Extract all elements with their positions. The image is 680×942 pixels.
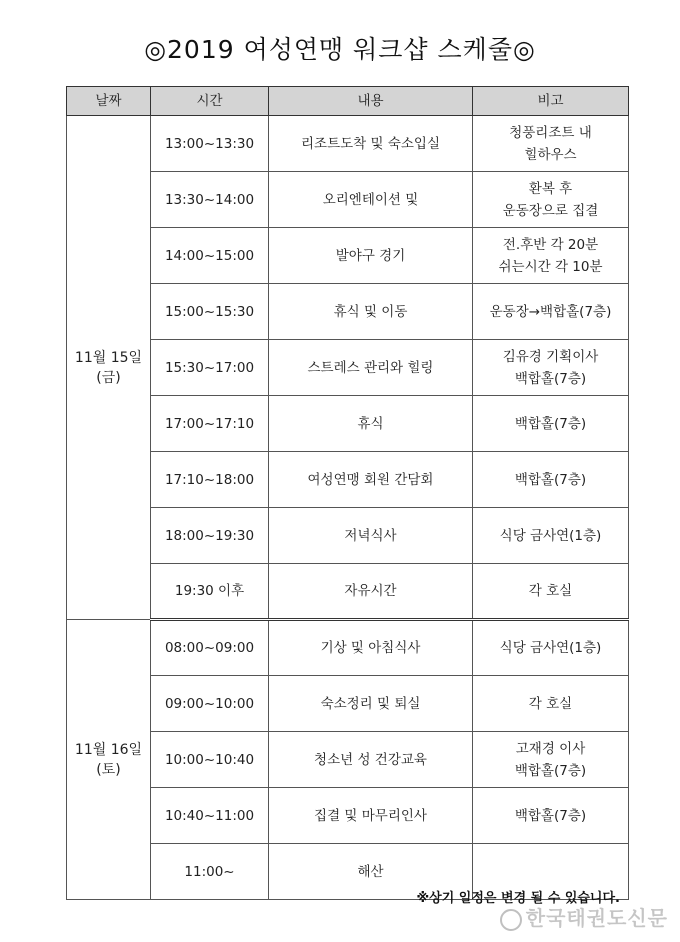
content-cell: 오리엔테이션 및 bbox=[269, 172, 473, 228]
header-note: 비고 bbox=[473, 87, 629, 116]
time-cell: 10:40~11:00 bbox=[151, 788, 269, 844]
note-line: 백합홀(7층) bbox=[514, 370, 587, 387]
header-content: 내용 bbox=[269, 87, 473, 116]
note-line: 백합홀(7층) bbox=[514, 762, 587, 779]
note-line: 백합홀(7층) bbox=[514, 415, 587, 432]
watermark-text: 한국태권도신문 bbox=[525, 906, 668, 930]
date-label: 11월 15일 bbox=[74, 349, 143, 366]
weekday-label: (금) bbox=[96, 369, 121, 386]
date-cell bbox=[67, 620, 151, 900]
content-cell: 휴식 및 이동 bbox=[269, 284, 473, 340]
date-cell bbox=[67, 116, 151, 620]
footnote: ※상기 일정은 변경 될 수 있습니다. bbox=[416, 891, 620, 906]
header-time: 시간 bbox=[151, 87, 269, 116]
table-row bbox=[67, 508, 629, 564]
content-cell: 청소년 성 건강교육 bbox=[269, 732, 473, 788]
page-title: ◎2019 여성연맹 워크샵 스케줄◎ bbox=[144, 35, 536, 64]
table-row bbox=[67, 676, 629, 732]
date-label: 11월 16일 bbox=[74, 741, 143, 758]
watermark bbox=[500, 902, 668, 931]
note-line: 식당 금사연(1층) bbox=[499, 640, 602, 656]
note-line: 쉬는시간 각 10분 bbox=[498, 258, 603, 275]
table-row bbox=[67, 284, 629, 340]
table-row bbox=[67, 340, 629, 396]
note-cell bbox=[473, 788, 629, 844]
note-line: 각 호실 bbox=[528, 695, 573, 712]
note-cell bbox=[473, 172, 629, 228]
note-line: 백합홀(7층) bbox=[514, 471, 587, 488]
content-cell: 여성연맹 회원 간담회 bbox=[269, 452, 473, 508]
note-cell bbox=[473, 732, 629, 788]
content-cell: 해산 bbox=[269, 844, 473, 900]
note-cell bbox=[473, 564, 629, 620]
time-cell: 19:30 이후 bbox=[151, 564, 269, 620]
note-cell bbox=[473, 284, 629, 340]
note-line: 운동장으로 집결 bbox=[502, 202, 599, 219]
note-cell bbox=[473, 340, 629, 396]
note-line: 김유경 기획이사 bbox=[502, 348, 599, 365]
note-cell bbox=[473, 620, 629, 676]
content-cell: 숙소정리 및 퇴실 bbox=[269, 676, 473, 732]
note-cell bbox=[473, 508, 629, 564]
table-row bbox=[67, 172, 629, 228]
time-cell: 18:00~19:30 bbox=[151, 508, 269, 564]
time-cell: 09:00~10:00 bbox=[151, 676, 269, 732]
note-line: 각 호실 bbox=[528, 583, 573, 599]
content-cell: 집결 및 마무리인사 bbox=[269, 788, 473, 844]
time-cell: 10:00~10:40 bbox=[151, 732, 269, 788]
time-cell: 11:00~ bbox=[151, 844, 269, 900]
note-line: 청풍리조트 내 bbox=[509, 124, 592, 141]
note-cell bbox=[473, 676, 629, 732]
content-cell: 저녁식사 bbox=[269, 508, 473, 564]
header-date: 날짜 bbox=[67, 87, 151, 116]
table-row bbox=[67, 452, 629, 508]
schedule-table bbox=[66, 86, 629, 900]
note-line: 식당 금사연(1층) bbox=[499, 527, 602, 544]
content-cell: 발야구 경기 bbox=[269, 228, 473, 284]
table-row bbox=[67, 788, 629, 844]
note-cell bbox=[473, 396, 629, 452]
content-cell: 자유시간 bbox=[269, 564, 473, 620]
table-row bbox=[67, 116, 629, 172]
table-body bbox=[67, 116, 629, 900]
content-cell: 스트레스 관리와 힐링 bbox=[269, 340, 473, 396]
time-cell: 13:00~13:30 bbox=[151, 116, 269, 172]
note-cell bbox=[473, 228, 629, 284]
note-line: 환복 후 bbox=[528, 180, 573, 197]
time-cell: 15:00~15:30 bbox=[151, 284, 269, 340]
note-line: 고재경 이사 bbox=[515, 740, 586, 757]
note-line: 운동장→백합홀(7층) bbox=[489, 303, 612, 320]
content-cell: 리조트도착 및 숙소입실 bbox=[269, 116, 473, 172]
time-cell: 14:00~15:00 bbox=[151, 228, 269, 284]
weekday-label: (토) bbox=[96, 761, 121, 778]
note-line: 전.후반 각 20분 bbox=[502, 236, 599, 253]
content-cell: 휴식 bbox=[269, 396, 473, 452]
time-cell: 17:10~18:00 bbox=[151, 452, 269, 508]
time-cell: 08:00~09:00 bbox=[151, 620, 269, 676]
table-row bbox=[67, 620, 629, 676]
time-cell: 17:00~17:10 bbox=[151, 396, 269, 452]
table-row bbox=[67, 564, 629, 620]
note-line: 힐하우스 bbox=[524, 146, 577, 163]
note-line: 백합홀(7층) bbox=[514, 807, 587, 824]
note-cell bbox=[473, 452, 629, 508]
table-row bbox=[67, 396, 629, 452]
table-row bbox=[67, 732, 629, 788]
content-cell: 기상 및 아침식사 bbox=[269, 620, 473, 676]
watermark-logo-icon bbox=[500, 909, 522, 931]
time-cell: 13:30~14:00 bbox=[151, 172, 269, 228]
time-cell: 15:30~17:00 bbox=[151, 340, 269, 396]
table-header-row bbox=[67, 87, 629, 116]
note-cell bbox=[473, 116, 629, 172]
table-row bbox=[67, 228, 629, 284]
